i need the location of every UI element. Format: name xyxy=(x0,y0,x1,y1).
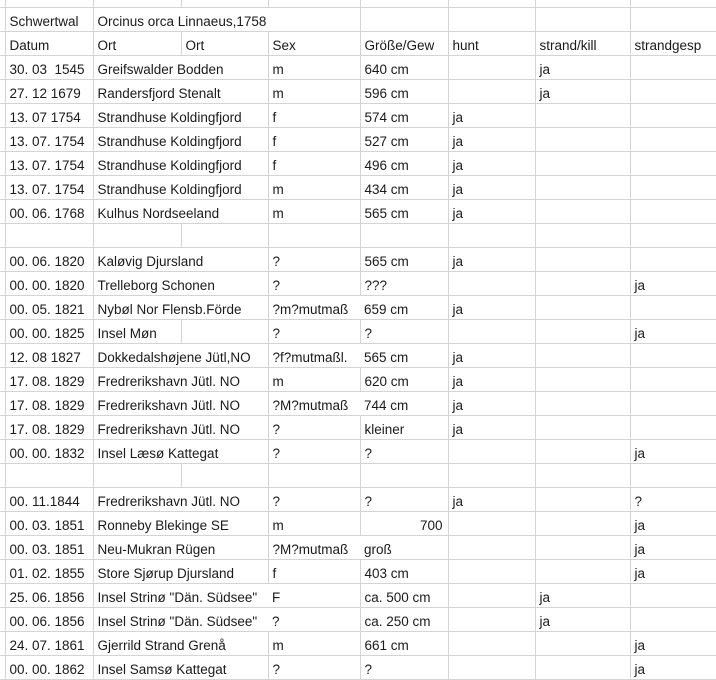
cell-hunt[interactable]: ja xyxy=(448,128,535,152)
cell-groesse-gew[interactable]: 403 cm xyxy=(360,560,448,584)
cell-strand-kill[interactable] xyxy=(535,296,630,320)
cell-sex[interactable]: f xyxy=(268,128,360,152)
cell-empty[interactable] xyxy=(630,8,716,32)
empty-row xyxy=(0,464,716,488)
cell-strandgesp[interactable]: ja xyxy=(630,272,716,296)
table-row xyxy=(0,512,716,536)
cell-sex[interactable]: ?M?mutmaß xyxy=(268,536,360,560)
cell-ort[interactable]: Kaløvig Djursland xyxy=(93,248,268,272)
cell-groesse-gew[interactable]: ? xyxy=(360,320,448,344)
partial-top-row xyxy=(0,0,716,8)
table-row xyxy=(0,368,716,392)
cell-datum[interactable]: 17. 08. 1829 xyxy=(5,392,93,416)
cell-strandgesp[interactable] xyxy=(630,416,716,440)
cell-groesse-gew[interactable]: 640 cm xyxy=(360,56,448,80)
cell-empty[interactable] xyxy=(93,224,181,248)
cell-datum[interactable]: 13. 07. 1754 xyxy=(5,152,93,176)
cell-ort[interactable]: Insel Læsø Kattegat xyxy=(93,440,268,464)
cell-ort[interactable]: Fredrerikshavn Jütl. NO xyxy=(93,416,268,440)
table-row xyxy=(0,632,716,656)
cell-strandgesp[interactable] xyxy=(630,608,716,632)
cell-strand-kill[interactable] xyxy=(535,344,630,368)
cell-ort[interactable]: Nybøl Nor Flensb.Förde xyxy=(93,296,268,320)
cell-ort[interactable]: Gjerrild Strand Grenå xyxy=(93,632,268,656)
title-row xyxy=(0,8,716,32)
cell-hunt[interactable] xyxy=(448,56,535,80)
cell-datum[interactable]: 25. 06. 1856 xyxy=(5,584,93,608)
cell-datum[interactable]: 00. 06. 1768 xyxy=(5,200,93,224)
cell-strand-kill[interactable]: ja xyxy=(535,584,630,608)
cell-strandgesp[interactable]: ja xyxy=(630,320,716,344)
cell-sex[interactable]: ? xyxy=(268,248,360,272)
cell-strandgesp[interactable] xyxy=(630,80,716,104)
cell-hunt[interactable]: ja xyxy=(448,104,535,128)
cell-hunt[interactable]: ja xyxy=(448,488,535,512)
cell-groesse-gew[interactable]: 596 cm xyxy=(360,80,448,104)
cell-hunt[interactable] xyxy=(448,656,535,680)
cell-strandgesp[interactable] xyxy=(630,128,716,152)
cell-strand-kill[interactable]: ja xyxy=(535,56,630,80)
table-row xyxy=(0,392,716,416)
cell-strandgesp[interactable] xyxy=(630,296,716,320)
cell-sex[interactable]: ? xyxy=(268,272,360,296)
table-row xyxy=(0,416,716,440)
cell-empty[interactable] xyxy=(630,464,716,488)
table-row xyxy=(0,80,716,104)
cell-groesse-gew[interactable]: 565 cm xyxy=(360,248,448,272)
cell-hunt[interactable]: ja xyxy=(448,200,535,224)
cell-sex[interactable]: ?M?mutmaß xyxy=(268,392,360,416)
cell-strand-kill[interactable] xyxy=(535,104,630,128)
cell-sex[interactable]: m xyxy=(268,512,360,536)
table-row xyxy=(0,248,716,272)
cell-strandgesp[interactable] xyxy=(630,344,716,368)
cell-sex[interactable]: F xyxy=(268,584,360,608)
cell-hunt[interactable]: ja xyxy=(448,296,535,320)
cell-strandgesp[interactable]: ja xyxy=(630,440,716,464)
cell-datum[interactable]: 24. 07. 1861 xyxy=(5,632,93,656)
cell-strandgesp[interactable] xyxy=(630,104,716,128)
cell-groesse-gew[interactable]: 661 cm xyxy=(360,632,448,656)
cell-hunt[interactable]: ja xyxy=(448,416,535,440)
cell-groesse-gew[interactable]: 527 cm xyxy=(360,128,448,152)
cell-empty[interactable] xyxy=(181,224,268,248)
cell-strand-kill[interactable] xyxy=(535,272,630,296)
cell-groesse-gew[interactable]: groß xyxy=(360,536,448,560)
cell-hunt[interactable]: ja xyxy=(448,152,535,176)
table-row xyxy=(0,320,716,344)
cell-empty[interactable] xyxy=(268,0,360,8)
cell-strand-kill[interactable]: ja xyxy=(535,80,630,104)
cell-datum[interactable]: 30. 03 1545 xyxy=(5,56,93,80)
cell-groesse-gew[interactable]: 496 cm xyxy=(360,152,448,176)
cell-sex[interactable]: ? xyxy=(268,488,360,512)
cell-strandgesp[interactable]: ja xyxy=(630,512,716,536)
cell-strandgesp[interactable] xyxy=(630,200,716,224)
column-header-strand-kill[interactable]: strand/kill xyxy=(535,32,630,56)
cell-strand-kill[interactable] xyxy=(535,560,630,584)
cell-groesse-gew[interactable]: kleiner xyxy=(360,416,448,440)
cell-hunt[interactable] xyxy=(448,272,535,296)
cell-hunt[interactable] xyxy=(448,536,535,560)
column-header-ort-2[interactable]: Ort xyxy=(181,32,268,56)
cell-ort[interactable]: Fredrerikshavn Jütl. NO xyxy=(93,368,268,392)
cell-ort[interactable]: Strandhuse Koldingfjord xyxy=(93,128,268,152)
cell-sex[interactable]: m xyxy=(268,176,360,200)
cell-groesse-gew[interactable]: ??? xyxy=(360,272,448,296)
cell-strand-kill[interactable] xyxy=(535,200,630,224)
cell-strandgesp[interactable]: ja xyxy=(630,560,716,584)
cell-hunt[interactable]: ja xyxy=(448,368,535,392)
cell-ort[interactable]: Randersfjord Stenalt xyxy=(93,80,268,104)
cell-latin-name[interactable]: Orcinus orca Linnaeus,1758 xyxy=(93,8,360,32)
cell-groesse-gew[interactable]: ? xyxy=(360,488,448,512)
cell-strand-kill[interactable] xyxy=(535,392,630,416)
cell-sex[interactable]: m xyxy=(268,80,360,104)
cell-datum[interactable]: 00. 06. 1820 xyxy=(5,248,93,272)
cell-sex[interactable]: f xyxy=(268,152,360,176)
cell-ort-overflow[interactable] xyxy=(181,320,268,344)
cell-sex[interactable]: m xyxy=(268,56,360,80)
cell-groesse-gew[interactable]: 565 cm xyxy=(360,200,448,224)
cell-empty[interactable] xyxy=(535,0,630,8)
cell-empty[interactable] xyxy=(268,464,360,488)
cell-strand-kill[interactable]: ja xyxy=(535,608,630,632)
cell-strandgesp[interactable] xyxy=(630,584,716,608)
cell-hunt[interactable]: ja xyxy=(448,344,535,368)
cell-strand-kill[interactable] xyxy=(535,488,630,512)
cell-hunt[interactable] xyxy=(448,560,535,584)
cell-empty[interactable] xyxy=(535,224,630,248)
cell-empty[interactable] xyxy=(5,464,93,488)
table-row xyxy=(0,200,716,224)
table-row xyxy=(0,656,716,680)
cell-sex[interactable]: ?f?mutmaßl. xyxy=(268,344,360,368)
cell-groesse-gew[interactable]: 659 cm xyxy=(360,296,448,320)
cell-strand-kill[interactable] xyxy=(535,656,630,680)
cell-strand-kill[interactable] xyxy=(535,632,630,656)
cell-sex[interactable]: m xyxy=(268,632,360,656)
cell-hunt[interactable]: ja xyxy=(448,176,535,200)
cell-datum[interactable]: 00. 05. 1821 xyxy=(5,296,93,320)
cell-strand-kill[interactable] xyxy=(535,416,630,440)
column-header-groesse-gew[interactable]: Größe/Gew xyxy=(360,32,448,56)
cell-empty[interactable] xyxy=(181,0,268,8)
cell-hunt[interactable] xyxy=(448,80,535,104)
cell-datum[interactable]: 17. 08. 1829 xyxy=(5,416,93,440)
cell-ort[interactable]: Kulhus Nordseeland xyxy=(93,200,268,224)
cell-ort[interactable]: Ronneby Blekinge SE xyxy=(93,512,268,536)
cell-groesse-gew[interactable]: 574 cm xyxy=(360,104,448,128)
cell-sex[interactable]: ? xyxy=(268,320,360,344)
column-header-strandgesp[interactable]: strandgesp xyxy=(630,32,716,56)
cell-strandgesp[interactable]: ja xyxy=(630,632,716,656)
cell-strand-kill[interactable] xyxy=(535,152,630,176)
cell-strandgesp[interactable] xyxy=(630,152,716,176)
cell-sex[interactable]: ? xyxy=(268,656,360,680)
cell-strandgesp[interactable]: ja xyxy=(630,536,716,560)
cell-hunt[interactable]: ja xyxy=(448,392,535,416)
cell-ort[interactable]: Fredrerikshavn Jütl. NO xyxy=(93,488,268,512)
cell-groesse-gew[interactable]: 700 xyxy=(360,512,448,536)
cell-ort[interactable]: Insel Samsø Kattegat xyxy=(93,656,268,680)
table-row xyxy=(0,104,716,128)
cell-sex[interactable]: ? xyxy=(268,608,360,632)
cell-strandgesp[interactable] xyxy=(630,248,716,272)
cell-strand-kill[interactable] xyxy=(535,512,630,536)
cell-sex[interactable]: ?m?mutmaß xyxy=(268,296,360,320)
cell-sex[interactable]: m xyxy=(268,200,360,224)
cell-datum[interactable]: 17. 08. 1829 xyxy=(5,368,93,392)
table-row xyxy=(0,584,716,608)
cell-empty[interactable] xyxy=(448,224,535,248)
cell-sex[interactable]: f xyxy=(268,104,360,128)
table-row xyxy=(0,608,716,632)
cell-ort[interactable]: Strandhuse Koldingfjord xyxy=(93,104,268,128)
cell-sex[interactable]: m xyxy=(268,368,360,392)
cell-ort[interactable]: Strandhuse Koldingfjord xyxy=(93,176,268,200)
cell-datum[interactable]: 00. 00. 1862 xyxy=(5,656,93,680)
cell-strand-kill[interactable] xyxy=(535,248,630,272)
cell-empty[interactable] xyxy=(93,0,181,8)
cell-strandgesp[interactable] xyxy=(630,368,716,392)
empty-row xyxy=(0,224,716,248)
cell-empty[interactable] xyxy=(93,464,181,488)
table-row xyxy=(0,440,716,464)
cell-strandgesp[interactable] xyxy=(630,392,716,416)
cell-empty[interactable] xyxy=(360,464,448,488)
cell-groesse-gew[interactable]: ca. 250 cm xyxy=(360,608,448,632)
cell-hunt[interactable] xyxy=(448,584,535,608)
column-header-ort-1[interactable]: Ort xyxy=(93,32,181,56)
cell-datum[interactable]: 13. 07. 1754 xyxy=(5,128,93,152)
cell-datum[interactable]: 00. 00. 1825 xyxy=(5,320,93,344)
cell-datum[interactable]: 01. 02. 1855 xyxy=(5,560,93,584)
cell-datum[interactable]: 27. 12 1679 xyxy=(5,80,93,104)
cell-strand-kill[interactable] xyxy=(535,176,630,200)
cell-groesse-gew[interactable]: ? xyxy=(360,440,448,464)
cell-groesse-gew[interactable]: ca. 500 cm xyxy=(360,584,448,608)
cell-ort[interactable]: Neu-Mukran Rügen xyxy=(93,536,268,560)
table-row xyxy=(0,176,716,200)
table-row xyxy=(0,536,716,560)
cell-groesse-gew[interactable]: 620 cm xyxy=(360,368,448,392)
cell-sex[interactable]: f xyxy=(268,560,360,584)
cell-empty[interactable] xyxy=(535,464,630,488)
cell-strand-kill[interactable] xyxy=(535,320,630,344)
cell-datum[interactable]: 00. 03. 1851 xyxy=(5,536,93,560)
cell-empty[interactable] xyxy=(448,464,535,488)
cell-strand-kill[interactable] xyxy=(535,440,630,464)
table-row xyxy=(0,488,716,512)
cell-ort[interactable]: Greifswalder Bodden xyxy=(93,56,268,80)
cell-hunt[interactable] xyxy=(448,512,535,536)
table-row xyxy=(0,56,716,80)
cell-strand-kill[interactable] xyxy=(535,128,630,152)
cell-ort[interactable]: Insel Møn xyxy=(93,320,181,344)
cell-hunt[interactable] xyxy=(448,320,535,344)
cell-strand-kill[interactable] xyxy=(535,368,630,392)
cell-empty[interactable] xyxy=(360,0,448,8)
cell-empty[interactable] xyxy=(360,8,448,32)
column-header-hunt[interactable]: hunt xyxy=(448,32,535,56)
table-row xyxy=(0,560,716,584)
cell-hunt[interactable] xyxy=(448,440,535,464)
cell-groesse-gew[interactable]: 744 cm xyxy=(360,392,448,416)
cell-empty[interactable] xyxy=(268,224,360,248)
cell-ort[interactable]: Fredrerikshavn Jütl. NO xyxy=(93,392,268,416)
cell-strandgesp[interactable]: ? xyxy=(630,488,716,512)
column-header-datum[interactable]: Datum xyxy=(5,32,93,56)
cell-sex[interactable]: ? xyxy=(268,416,360,440)
cell-empty[interactable] xyxy=(535,8,630,32)
cell-ort[interactable]: Insel Strinø "Dän. Südsee" xyxy=(93,608,268,632)
column-header-row xyxy=(0,32,716,56)
column-header-sex[interactable]: Sex xyxy=(268,32,360,56)
cell-strand-kill[interactable] xyxy=(535,536,630,560)
cell-groesse-gew[interactable]: 565 cm xyxy=(360,344,448,368)
cell-sex[interactable]: ? xyxy=(268,440,360,464)
cell-groesse-gew[interactable]: 434 cm xyxy=(360,176,448,200)
cell-datum[interactable]: 13. 07 1754 xyxy=(5,104,93,128)
cell-datum[interactable]: 00. 11.1844 xyxy=(5,488,93,512)
cell-ort[interactable]: Strandhuse Koldingfjord xyxy=(93,152,268,176)
cell-datum[interactable]: 00. 03. 1851 xyxy=(5,512,93,536)
cell-datum[interactable]: 00. 06. 1856 xyxy=(5,608,93,632)
cell-empty[interactable] xyxy=(448,8,535,32)
cell-empty[interactable] xyxy=(5,224,93,248)
cell-strandgesp[interactable] xyxy=(630,56,716,80)
cell-ort[interactable]: Dokkedalshøjene Jütl,NO xyxy=(93,344,268,368)
table-row xyxy=(0,344,716,368)
cell-empty[interactable] xyxy=(630,0,716,8)
cell-empty[interactable] xyxy=(181,464,268,488)
cell-datum[interactable]: 13. 07. 1754 xyxy=(5,176,93,200)
cell-empty[interactable] xyxy=(448,0,535,8)
cell-hunt[interactable] xyxy=(448,632,535,656)
cell-empty[interactable] xyxy=(630,224,716,248)
cell-ort[interactable]: Insel Strinø "Dän. Südsee" xyxy=(93,584,268,608)
cell-ort[interactable]: Trelleborg Schonen xyxy=(93,272,268,296)
cell-datum[interactable]: 00. 00. 1832 xyxy=(5,440,93,464)
cell-datum[interactable]: 00. 00. 1820 xyxy=(5,272,93,296)
cell-hunt[interactable] xyxy=(448,608,535,632)
cell-datum[interactable]: 12. 08 1827 xyxy=(5,344,93,368)
table-row xyxy=(0,296,716,320)
cell-groesse-gew[interactable]: ? xyxy=(360,656,448,680)
table-row xyxy=(0,272,716,296)
cell-ort[interactable]: Store Sjørup Djursland xyxy=(93,560,268,584)
cell-species-title[interactable]: Schwertwal xyxy=(5,8,93,32)
cell-empty[interactable] xyxy=(360,224,448,248)
table-row xyxy=(0,128,716,152)
cell-hunt[interactable]: ja xyxy=(448,248,535,272)
cell-empty[interactable] xyxy=(5,0,93,8)
table-row xyxy=(0,152,716,176)
cell-strandgesp[interactable] xyxy=(630,176,716,200)
cell-strandgesp[interactable]: ja xyxy=(630,656,716,680)
